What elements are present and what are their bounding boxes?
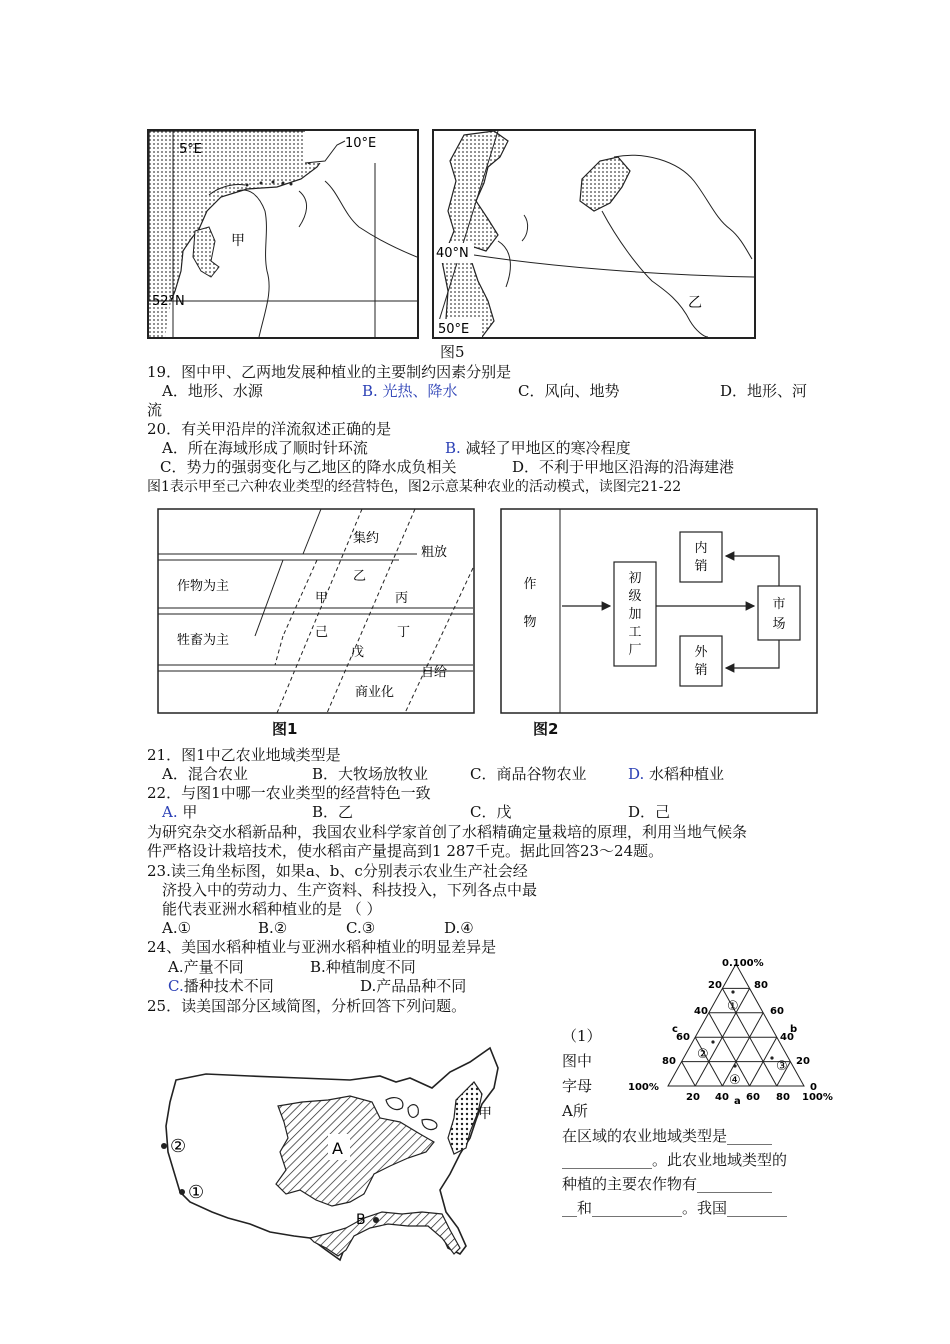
figure1-caption: 图1 [272, 720, 298, 738]
fig2-factory-1: 初 [628, 571, 642, 586]
fig2-export-1: 外 [694, 645, 708, 660]
figure5-right-svg [434, 131, 754, 337]
q24-option-a: A.产量不同 [168, 958, 244, 976]
tri-bottom-20: 20 [686, 1092, 700, 1103]
fig1-wu: 戊 [351, 645, 365, 660]
us-point-2-dot [161, 1143, 167, 1149]
us-point-b-dot [373, 1217, 379, 1223]
figure2-diagram [500, 508, 820, 716]
place-jia-label: 甲 [231, 233, 245, 249]
tri-bottom-80: 80 [776, 1092, 790, 1103]
fig2-market-1: 市 [772, 597, 786, 612]
q19-option-c: C．风向、地势 [518, 382, 620, 400]
fig2-export-2: 销 [694, 663, 708, 678]
lon-10e-label: 10°E [345, 136, 377, 151]
tri-left-60: 60 [676, 1032, 690, 1043]
tri-bottom-40: 40 [715, 1092, 729, 1103]
q24-option-d: D.产品品种不同 [360, 977, 467, 995]
q22-option-a-text: 甲 [182, 803, 198, 821]
tri-left-80: 80 [662, 1056, 676, 1067]
fig1-jiyue: 集约 [353, 531, 380, 546]
tri-axis-b: b [790, 1024, 798, 1035]
lon-5e-label: 5°E [179, 142, 202, 157]
q20-option-c: C．势力的强弱变化与乙地区的降水成负相关 [160, 458, 457, 476]
q19-option-a: A．地形、水源 [162, 382, 263, 400]
tri-point-2-dot [711, 1040, 714, 1043]
tri-point-3-dot [770, 1056, 773, 1059]
fig1-zigei: 自给 [421, 665, 448, 680]
tri-axis-a: a [734, 1096, 741, 1104]
fig2-crop-1: 作 [523, 577, 537, 592]
q25-sub1-l2: 字母 [562, 1077, 593, 1095]
q22-option-c: C．戊 [470, 803, 512, 821]
q23-option-a: A.① [162, 919, 192, 937]
ternary-diagram [622, 954, 838, 1104]
tri-left-20: 20 [708, 980, 722, 991]
fig1-bing: 丙 [395, 591, 409, 606]
q25-sub1-l4: 在区域的农业地域类型是______ [562, 1127, 773, 1145]
tri-top-label: 0.100% [722, 958, 764, 969]
tri-right-80: 80 [754, 980, 768, 991]
q22-option-b: B．乙 [312, 803, 354, 821]
figure5-left-svg [149, 131, 417, 337]
q23-option-b: B.② [258, 919, 288, 937]
us-jia-label: 甲 [478, 1106, 492, 1122]
tri-point-4: ④ [729, 1073, 741, 1088]
us-point-1-label: ① [188, 1182, 205, 1203]
fig2-factory-4: 工 [628, 625, 642, 640]
q25-sub1-l1: 图中 [562, 1052, 593, 1070]
fig1-jia: 甲 [315, 591, 329, 606]
figure2-caption: 图2 [533, 720, 559, 738]
tri-right-40: 40 [780, 1032, 794, 1043]
fig1-yi: 乙 [353, 569, 367, 584]
q24-option-c: C.播种技术不同 [168, 977, 274, 995]
tri-right-20: 20 [796, 1056, 810, 1067]
tri-point-4-dot [733, 1064, 736, 1067]
tri-right-0: 0 [810, 1082, 817, 1093]
place-yi-label: 乙 [688, 295, 702, 311]
q22-option-a: A. 甲 [162, 803, 198, 821]
q19-option-d: D．地形、河 [720, 382, 808, 400]
us-point-1-dot [179, 1189, 185, 1195]
q21-option-a: A．混合农业 [162, 765, 248, 783]
q20-option-b: B. 减轻了甲地区的寒冷程度 [445, 439, 631, 457]
fig2-factory-3: 加 [628, 607, 642, 622]
fig2-market-2: 场 [772, 617, 786, 632]
q25-sub1-l0: （1） [562, 1027, 602, 1045]
q23-line1: 23.读三角坐标图，如果a、b、c分别表示农业生产社会经 [147, 862, 528, 880]
fig2-domestic-1: 内 [694, 541, 708, 556]
tri-bottom-60: 60 [746, 1092, 760, 1103]
lon-50e-label: 50°E [438, 322, 470, 337]
us-region-a-label: A [332, 1139, 343, 1158]
q20-option-b-text: 减轻了甲地区的寒冷程度 [460, 439, 631, 457]
fig1-ding: 丁 [397, 625, 411, 640]
q21-option-b: B．大牧场放牧业 [312, 765, 429, 783]
q20-stem: 20．有关甲沿岸的洋流叙述正确的是 [147, 420, 392, 438]
fig1-commercial: 商业化 [355, 685, 395, 700]
tri-point-3: ③ [776, 1059, 788, 1074]
q24-stem: 24、美国水稻种植业与亚洲水稻种植业的明显差异是 [147, 938, 497, 956]
tri-axis-c: c [672, 1024, 678, 1035]
q25-sub1-l3: A所 [562, 1102, 588, 1120]
q19-wrap: 流 [147, 401, 163, 419]
q23-line3: 能代表亚洲水稻种植业的是 （ ） [162, 900, 382, 918]
figure1-diagram [157, 508, 477, 716]
q25-sub1-l5: ____________。此农业地域类型的 [562, 1151, 788, 1169]
us-point-b-label: B [356, 1212, 366, 1228]
fig1-crop-main: 作物为主 [177, 579, 230, 594]
tri-point-1: ① [727, 999, 739, 1014]
figure5-caption: 图5 [440, 343, 465, 361]
fig1-cufang: 粗放 [421, 545, 448, 560]
fig2-crop-2: 物 [523, 615, 537, 630]
fig1-ji: 己 [315, 625, 329, 640]
q25-sub1-l7: __和____________。我国________ [562, 1199, 788, 1217]
q19-stem: 19．图中甲、乙两地发展种植业的主要制约因素分别是 [147, 363, 512, 381]
tri-point-1-dot [731, 990, 734, 993]
figure5-right-map [432, 129, 756, 339]
us-region-map [150, 1042, 510, 1298]
q19-option-b: B. 光热、降水 [362, 382, 458, 400]
intro-23-24-line2: 件严格设计栽培技术，使水稻亩产量提高到1 287千克。据此回答23～24题。 [147, 842, 664, 860]
q24-option-c-text: 播种技术不同 [183, 977, 274, 995]
q23-line2: 济投入中的劳动力、生产资料、科技投入，下列各点中最 [162, 881, 538, 899]
q21-option-c: C．商品谷物农业 [470, 765, 587, 783]
fig1-livestock-main: 牲畜为主 [177, 633, 230, 648]
q21-stem: 21．图1中乙农业地域类型是 [147, 746, 341, 764]
q20-option-a: A．所在海域形成了顺时针环流 [162, 439, 368, 457]
q23-option-d: D.④ [444, 919, 474, 937]
tri-right-60: 60 [770, 1006, 784, 1017]
tri-left-100: 100% [628, 1082, 659, 1093]
q21-option-d-text: 水稻种植业 [649, 765, 725, 783]
tri-bottom-100: 100% [802, 1092, 833, 1103]
q20-option-d: D．不利于甲地区沿海的沿海建港 [512, 458, 735, 476]
q23-option-c: C.③ [346, 919, 376, 937]
q25-stem: 25．读美国部分区域简图，分析回答下列问题。 [147, 997, 467, 1015]
lat-40n-label: 40°N [436, 246, 469, 261]
us-point-2-label: ② [170, 1136, 187, 1157]
fig2-factory-2: 级 [628, 589, 642, 604]
tri-point-2: ② [697, 1047, 709, 1062]
q22-option-d: D．己 [628, 803, 671, 821]
tri-left-40: 40 [694, 1006, 708, 1017]
lat-52n-label: 52°N [152, 294, 185, 309]
fig2-factory-5: 厂 [628, 643, 642, 658]
q21-option-d: D. 水稻种植业 [628, 765, 725, 783]
fig2-domestic-2: 销 [694, 559, 708, 574]
intro-21-22: 图1表示甲至己六种农业类型的经营特色，图2示意某种农业的活动模式，读图完21-22 [147, 479, 682, 495]
q24-option-b: B.种植制度不同 [310, 958, 416, 976]
q25-sub1-l6: 种植的主要农作物有__________ [562, 1175, 773, 1193]
figure5-left-map [147, 129, 419, 339]
intro-23-24-line1: 为研究杂交水稻新品种，我国农业科学家首创了水稻精确定量栽培的原理，利用当地气候条 [147, 823, 748, 841]
q22-stem: 22．与图1中哪一农业类型的经营特色一致 [147, 784, 431, 802]
